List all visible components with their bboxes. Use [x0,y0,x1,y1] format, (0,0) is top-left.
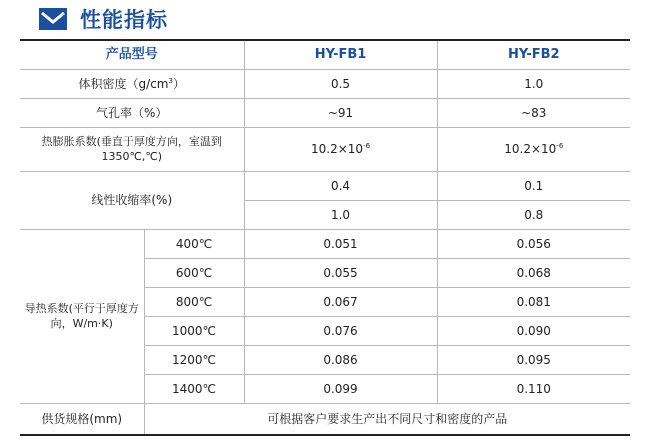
spec-table [20,39,630,436]
conductivity-fb2: 0.081 [437,288,630,317]
shrinkage-2-fb1: 1.0 [244,201,437,230]
section-header [38,4,168,34]
porosity-label: 气孔率（%） [20,99,244,128]
density-label: 体积密度$(g/cm^3)$ [20,70,244,99]
conductivity-fb2: 0.056 [437,230,630,259]
row-porosity [20,99,630,128]
row-supply [20,404,630,435]
density-fb2: 1.0 [437,70,630,99]
conductivity-fb2: 0.068 [437,259,630,288]
expansion-fb1: $10.2\times 10^{-6}$ [244,128,437,172]
row-expansion [20,128,630,172]
porosity-fb1: ~91 [244,99,437,128]
envelope-icon [38,7,68,31]
shrinkage-label: 线性收缩率(%) [20,172,244,230]
conductivity-label: 导热系数(平行于厚度方向，W/m·K) [20,230,144,404]
expansion-label: 热膨胀系数(垂直于厚度方向，室温到1350℃,℃) [20,128,244,172]
conductivity-fb1: 0.099 [244,375,437,404]
conductivity-fb1: 0.067 [244,288,437,317]
supply-label: 供货规格(mm) [20,404,144,435]
section-title: 性能指标 [80,8,168,32]
header-hy-fb2: HY-FB2 [437,40,630,70]
conductivity-temp: 400℃ [144,230,244,259]
row-conductivity-400 [20,230,630,259]
conductivity-fb2: 0.095 [437,346,630,375]
header-hy-fb1: HY-FB1 [244,40,437,70]
shrinkage-1-fb2: 0.1 [437,172,630,201]
conductivity-temp: 600℃ [144,259,244,288]
density-fb1: 0.5 [244,70,437,99]
conductivity-temp: 1200℃ [144,346,244,375]
supply-value: 可根据客户要求生产出不同尺寸和密度的产品 [144,404,630,435]
row-shrinkage-1 [20,172,630,201]
expansion-fb2: $10.2\times 10^{-6}$ [437,128,630,172]
shrinkage-1-fb1: 0.4 [244,172,437,201]
conductivity-fb1: 0.055 [244,259,437,288]
conductivity-fb1: 0.086 [244,346,437,375]
table-header-row [20,40,630,70]
conductivity-temp: 1000℃ [144,317,244,346]
porosity-fb2: ~83 [437,99,630,128]
conductivity-fb1: 0.051 [244,230,437,259]
row-density [20,70,630,99]
conductivity-fb1: 0.076 [244,317,437,346]
header-model: 产品型号 [20,40,244,70]
shrinkage-2-fb2: 0.8 [437,201,630,230]
conductivity-fb2: 0.110 [437,375,630,404]
conductivity-fb2: 0.090 [437,317,630,346]
conductivity-temp: 800℃ [144,288,244,317]
conductivity-temp: 1400℃ [144,375,244,404]
